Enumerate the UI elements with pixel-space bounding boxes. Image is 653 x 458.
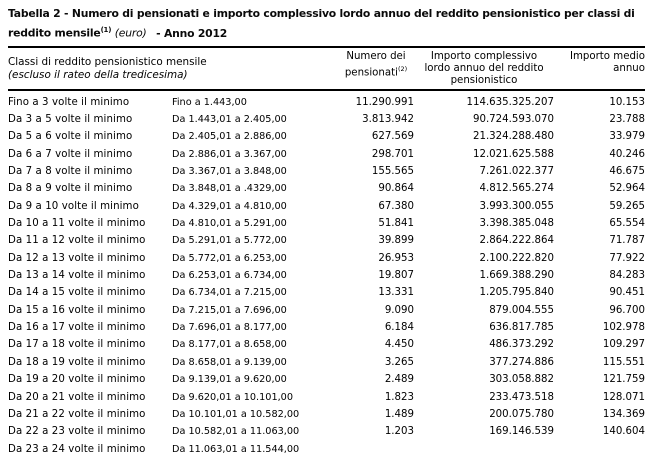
cell-numero: 627.569 xyxy=(371,131,414,143)
col-header-medio-line2: annuo xyxy=(613,62,645,74)
cell-classe: Da 3 a 5 volte il minimo xyxy=(8,114,133,125)
cell-classe: Da 6 a 7 volte il minimo xyxy=(8,148,133,160)
cell-range: Da 10.582,01 a 11.063,00 xyxy=(172,426,300,438)
cell-numero: 19.807 xyxy=(378,270,414,282)
cell-classe: Da 17 a 18 volte il minimo xyxy=(8,339,146,351)
cell-importo: 21.324.288.480 xyxy=(472,131,554,143)
col-header-numero-line1: Numero dei xyxy=(346,50,406,62)
cell-medio: 134.369 xyxy=(602,408,645,420)
title-line2: di reddito mensile xyxy=(8,7,635,40)
cell-numero: 1.823 xyxy=(384,391,414,403)
cell-range: Da 8.658,01 a 9.139,00 xyxy=(172,356,287,368)
cell-range: Da 5.772,01 a 6.253,00 xyxy=(172,252,287,264)
cell-numero: 4.450 xyxy=(384,339,414,351)
cell-medio: 102.978 xyxy=(602,322,645,334)
cell-range: Da 6.734,01 a 7.215,00 xyxy=(172,287,287,299)
table-row xyxy=(8,250,645,267)
cell-medio: 77.922 xyxy=(609,252,645,264)
cell-range: Da 8.177,01 a 8.658,00 xyxy=(172,339,287,351)
table-row xyxy=(8,180,645,197)
cell-numero: 51.841 xyxy=(378,218,414,230)
cell-importo: 200.075.780 xyxy=(489,408,554,420)
cell-range: Da 11.063,01 a 11.544,00 xyxy=(172,443,300,455)
cell-numero: 3.265 xyxy=(384,356,414,368)
table-row xyxy=(8,232,645,249)
cell-numero: 2.489 xyxy=(384,374,414,386)
cell-importo: 114.635.325.207 xyxy=(466,96,554,108)
table-header-row xyxy=(8,46,645,92)
cell-classe: Da 16 a 17 volte il minimo xyxy=(8,322,146,334)
cell-classe: Da 7 a 8 volte il minimo xyxy=(8,166,133,178)
cell-classe: Da 8 a 9 volte il minimo xyxy=(8,183,133,195)
col-header-classi-line1: Classi di reddito pensionistico mensile xyxy=(8,55,207,68)
title-unit-note: (euro) xyxy=(114,26,147,40)
cell-range: Da 10.101,01 a 10.582,00 xyxy=(172,408,300,420)
cell-range: Da 7.215,01 a 7.696,00 xyxy=(172,304,287,316)
cell-medio: 96.700 xyxy=(609,304,645,316)
cell-importo: 1.205.795.840 xyxy=(479,287,554,299)
table-row xyxy=(8,215,645,232)
cell-importo: 169.146.539 xyxy=(489,426,554,438)
cell-range: Da 2.886,01 a 3.367,00 xyxy=(172,148,287,160)
cell-range: Da 4.329,01 a 4.810,00 xyxy=(172,200,287,212)
cell-range: Da 6.253,01 a 6.734,00 xyxy=(172,270,287,282)
cell-medio: 84.283 xyxy=(609,270,645,282)
table-row xyxy=(8,406,645,423)
cell-medio: 65.554 xyxy=(609,218,645,230)
cell-classe: Da 12 a 13 volte il minimo xyxy=(8,252,146,264)
cell-range: Da 3.848,01 a .4329,00 xyxy=(172,183,287,195)
cell-importo: 303.058.882 xyxy=(489,374,554,386)
cell-medio: 121.759 xyxy=(602,374,645,386)
cell-classe: Fino a 3 volte il minimo xyxy=(8,96,130,108)
col-header-classi-line2: (escluso il rateo della tredicesima) xyxy=(8,69,188,82)
cell-numero: 1.203 xyxy=(384,426,414,438)
cell-classe: Da 13 a 14 volte il minimo xyxy=(8,270,146,282)
cell-importo: 233.473.518 xyxy=(489,391,554,403)
cell-importo: 90.724.593.070 xyxy=(472,114,554,125)
table-row xyxy=(8,423,645,440)
cell-classe: Da 10 a 11 volte il minimo xyxy=(8,218,146,230)
cell-importo: 1.669.388.290 xyxy=(479,270,554,282)
cell-importo: 2.100.222.820 xyxy=(479,252,554,264)
title-year: - Anno 2012 xyxy=(156,26,228,40)
rows-container xyxy=(8,91,645,457)
cell-medio: 46.675 xyxy=(609,166,645,178)
cell-classe: Da 20 a 21 volte il minimo xyxy=(8,391,146,403)
table-row xyxy=(8,354,645,371)
col-header-importo-complessivo xyxy=(414,51,554,88)
cell-importo: 4.812.565.274 xyxy=(479,183,554,195)
cell-classe: Da 15 a 16 volte il minimo xyxy=(8,304,146,316)
cell-numero: 13.331 xyxy=(378,287,414,299)
cell-numero: 26.953 xyxy=(378,252,414,264)
page-title xyxy=(8,0,645,42)
cell-importo: 879.004.555 xyxy=(489,304,554,316)
cell-importo: 636.817.785 xyxy=(489,322,554,334)
cell-medio: 10.153 xyxy=(609,96,645,108)
table-row xyxy=(8,93,645,110)
col-header-importo-line3: pensionistico xyxy=(450,75,518,87)
table-row xyxy=(8,319,645,336)
cell-numero: 9.090 xyxy=(384,304,414,316)
cell-classe: Da 11 a 12 volte il minimo xyxy=(8,235,146,247)
cell-numero: 298.701 xyxy=(371,148,414,160)
cell-range: Fino a 1.443,00 xyxy=(172,96,247,108)
table-row xyxy=(8,198,645,215)
table-row xyxy=(8,111,645,128)
col-header-classi xyxy=(8,51,338,83)
cell-medio: 40.246 xyxy=(609,148,645,160)
cell-medio: 115.551 xyxy=(602,356,645,368)
cell-medio: 109.297 xyxy=(602,339,645,351)
table-row xyxy=(8,163,645,180)
col-header-numero-line2: pensionati$^{(2)}$ xyxy=(344,64,408,79)
cell-classe: Da 5 a 6 volte il minimo xyxy=(8,131,133,143)
cell-importo: 12.021.625.588 xyxy=(472,148,554,160)
cell-medio: 23.788 xyxy=(609,114,645,125)
table-row xyxy=(8,388,645,405)
col-header-importo-line1: Importo complessivo xyxy=(430,50,538,62)
cell-medio: 52.964 xyxy=(609,183,645,195)
cell-classe: Da 23 a 24 volte il minimo xyxy=(8,443,146,455)
cell-medio: 140.604 xyxy=(602,426,645,438)
cell-range: Da 4.810,01 a 5.291,00 xyxy=(172,218,287,230)
cell-numero: 90.864 xyxy=(378,183,414,195)
col-header-numero-pensionati xyxy=(338,51,414,80)
table-row xyxy=(8,128,645,145)
table-row xyxy=(8,302,645,319)
col-header-importo-medio xyxy=(554,51,645,76)
title-line1: Tabella 2 - Numero di pensionati e importo complessivo lordo annuo del reddito pensionistico per classi xyxy=(8,7,621,20)
cell-range: Da 2.405,01 a 2.886,00 xyxy=(172,131,287,143)
cell-range: Da 5.291,01 a 5.772,00 xyxy=(172,235,287,247)
cell-importo: 2.864.222.864 xyxy=(479,235,554,247)
cell-numero: 11.290.991 xyxy=(355,96,414,108)
cell-medio: 128.071 xyxy=(602,391,645,403)
cell-range: Da 9.620,01 a 10.101,00 xyxy=(172,391,294,403)
col-header-medio-line1: Importo medio xyxy=(569,50,645,62)
cell-range: Da 9.139,01 a 9.620,00 xyxy=(172,374,287,386)
numero-footnote-marker: (2) xyxy=(397,64,408,73)
cell-numero: 3.813.942 xyxy=(362,114,414,125)
cell-classe: Da 21 a 22 volte il minimo xyxy=(8,408,146,420)
cell-numero: 155.565 xyxy=(371,166,414,178)
cell-range: Da 1.443,01 a 2.405,00 xyxy=(172,114,287,125)
title-footnote-marker: (1) xyxy=(100,26,112,34)
cell-medio: 90.451 xyxy=(609,287,645,299)
table-row-partial xyxy=(8,440,645,457)
cell-numero: 67.380 xyxy=(378,200,414,212)
cell-classe: Da 18 a 19 volte il minimo xyxy=(8,356,146,368)
table-row xyxy=(8,371,645,388)
cell-importo: 7.261.022.377 xyxy=(479,166,554,178)
table-row xyxy=(8,284,645,301)
cell-classe: Da 19 a 20 volte il minimo xyxy=(8,374,146,386)
table-row xyxy=(8,336,645,353)
cell-medio: 59.265 xyxy=(609,200,645,212)
cell-medio: 71.787 xyxy=(609,235,645,247)
cell-importo: 3.993.300.055 xyxy=(479,200,554,212)
cell-importo: 3.398.385.048 xyxy=(479,218,554,230)
cell-numero: 1.489 xyxy=(384,408,414,420)
cell-range: Da 3.367,01 a 3.848,00 xyxy=(172,166,287,178)
cell-classe: Da 9 a 10 volte il minimo xyxy=(8,200,139,212)
cell-classe: Da 14 a 15 volte il minimo xyxy=(8,287,146,299)
cell-importo: 377.274.886 xyxy=(489,356,554,368)
cell-numero: 39.899 xyxy=(378,235,414,247)
cell-medio: 33.979 xyxy=(609,131,645,143)
cell-numero: 6.184 xyxy=(384,322,414,334)
cell-range: Da 7.696,01 a 8.177,00 xyxy=(172,322,287,334)
table-row xyxy=(8,146,645,163)
table-row xyxy=(8,267,645,284)
cell-classe: Da 22 a 23 volte il minimo xyxy=(8,426,146,438)
col-header-importo-line2: lordo annuo del reddito xyxy=(424,62,544,74)
cell-importo: 486.373.292 xyxy=(489,339,554,351)
